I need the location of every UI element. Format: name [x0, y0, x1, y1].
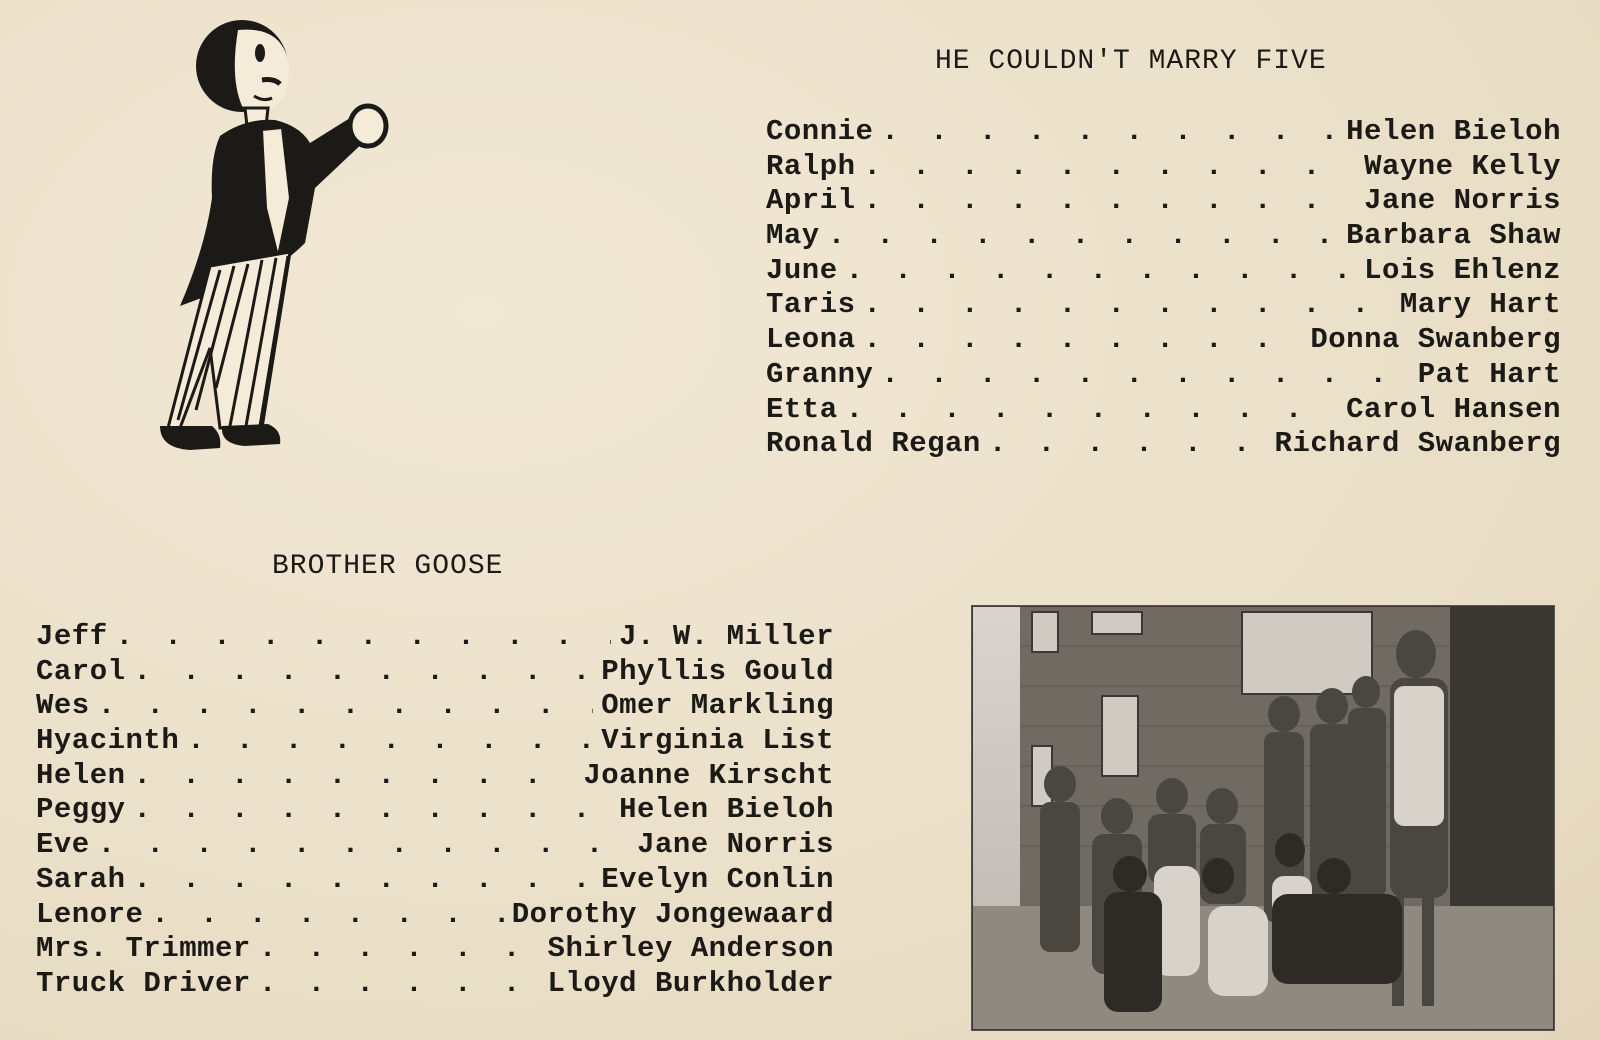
- play1-cast-row: [766, 219, 1561, 254]
- play2-cast-row: [36, 863, 834, 898]
- actor-name: Richard Swanberg: [1274, 427, 1561, 461]
- role-name: Mrs. Trimmer: [36, 932, 251, 966]
- dot-leader: [134, 759, 576, 792]
- play2-cast-list: [36, 620, 834, 1002]
- cartoon-man-icon: [150, 8, 400, 458]
- play2-cast-row: [36, 655, 834, 690]
- role-name: Helen: [36, 758, 126, 792]
- actor-name: Lloyd Burkholder: [547, 966, 834, 1000]
- dot-leader: [116, 620, 612, 653]
- role-name: Jeff: [36, 620, 108, 653]
- dot-leader: [98, 689, 594, 722]
- actor-name: Virginia List: [601, 724, 834, 758]
- role-name: Carol: [36, 654, 126, 688]
- actor-name: Shirley Anderson: [547, 932, 834, 966]
- actor-name: Omer Markling: [601, 689, 834, 723]
- role-name: April: [766, 184, 856, 218]
- actor-name: Dorothy Jongewaard: [511, 897, 834, 931]
- dot-leader: [846, 393, 1339, 426]
- play2-cast-row: [36, 759, 834, 794]
- actor-name: Jane Norris: [637, 828, 834, 862]
- actor-name: Phyllis Gould: [601, 654, 834, 688]
- play1-cast-list: [766, 115, 1561, 462]
- role-name: Connie: [766, 115, 874, 148]
- play2-cast-row: [36, 689, 834, 724]
- role-name: Peggy: [36, 793, 126, 827]
- dot-leader: [864, 184, 1357, 217]
- actor-name: Barbara Shaw: [1346, 219, 1561, 253]
- play2-cast-row: [36, 724, 834, 759]
- play2-cast-row: [36, 967, 834, 1002]
- actor-name: Lois Ehlenz: [1364, 253, 1561, 287]
- role-name: Truck Driver: [36, 966, 251, 1000]
- play2-title: BROTHER GOOSE: [272, 551, 504, 582]
- dot-leader: [98, 828, 629, 861]
- dot-leader: [134, 863, 594, 896]
- dot-leader: [881, 358, 1409, 391]
- dot-leader: [864, 288, 1392, 321]
- play1-cast-row: [766, 323, 1561, 358]
- play2-cast-row: [36, 932, 834, 967]
- dot-leader: [259, 932, 540, 965]
- actor-name: Donna Swanberg: [1310, 323, 1561, 357]
- play2-cast-row: [36, 828, 834, 863]
- play1-cast-row: [766, 115, 1561, 150]
- dot-leader: [134, 655, 594, 688]
- play1-cast-row: [766, 393, 1561, 428]
- role-name: Hyacinth: [36, 724, 180, 758]
- role-name: Eve: [36, 828, 90, 862]
- dot-leader: [151, 898, 503, 931]
- dot-leader: [846, 254, 1356, 287]
- actor-name: J. W. Miller: [619, 620, 834, 653]
- role-name: Sarah: [36, 862, 126, 896]
- dot-leader: [989, 427, 1267, 460]
- group-photo: [972, 606, 1554, 1030]
- play1-cast-row: [766, 288, 1561, 323]
- role-name: Ronald Regan: [766, 427, 981, 461]
- play1-cast-row: [766, 358, 1561, 393]
- play1-cast-row: [766, 427, 1561, 462]
- dot-leader: [828, 219, 1338, 252]
- play2-cast-row: [36, 793, 834, 828]
- role-name: Wes: [36, 689, 90, 723]
- play1-title: HE COULDN'T MARRY FIVE: [935, 46, 1327, 77]
- play1-cast-row: [766, 254, 1561, 289]
- actor-name: Pat Hart: [1417, 357, 1561, 391]
- actor-name: Jane Norris: [1364, 184, 1561, 218]
- play1-cast-row: [766, 150, 1561, 185]
- role-name: Lenore: [36, 897, 144, 931]
- play1-cast-row: [766, 184, 1561, 219]
- dot-leader: [864, 150, 1357, 183]
- dot-leader: [881, 115, 1338, 148]
- role-name: Taris: [766, 288, 856, 322]
- actor-name: Joanne Kirscht: [583, 758, 834, 792]
- role-name: Ralph: [766, 149, 856, 183]
- role-name: June: [766, 253, 838, 287]
- play2-cast-row: [36, 898, 834, 933]
- dot-leader: [259, 967, 540, 1000]
- role-name: May: [766, 219, 820, 253]
- actor-name: Carol Hansen: [1346, 392, 1561, 426]
- actor-name: Mary Hart: [1399, 288, 1561, 322]
- play2-cast-row: [36, 620, 834, 655]
- actor-name: Wayne Kelly: [1364, 149, 1561, 183]
- dot-leader: [187, 724, 593, 757]
- actor-name: Helen Bieloh: [1346, 115, 1561, 148]
- dot-leader: [134, 793, 612, 826]
- actor-name: Evelyn Conlin: [601, 862, 834, 896]
- role-name: Granny: [766, 357, 874, 391]
- role-name: Etta: [766, 392, 838, 426]
- role-name: Leona: [766, 323, 856, 357]
- actor-name: Helen Bieloh: [619, 793, 834, 827]
- dot-leader: [864, 323, 1303, 356]
